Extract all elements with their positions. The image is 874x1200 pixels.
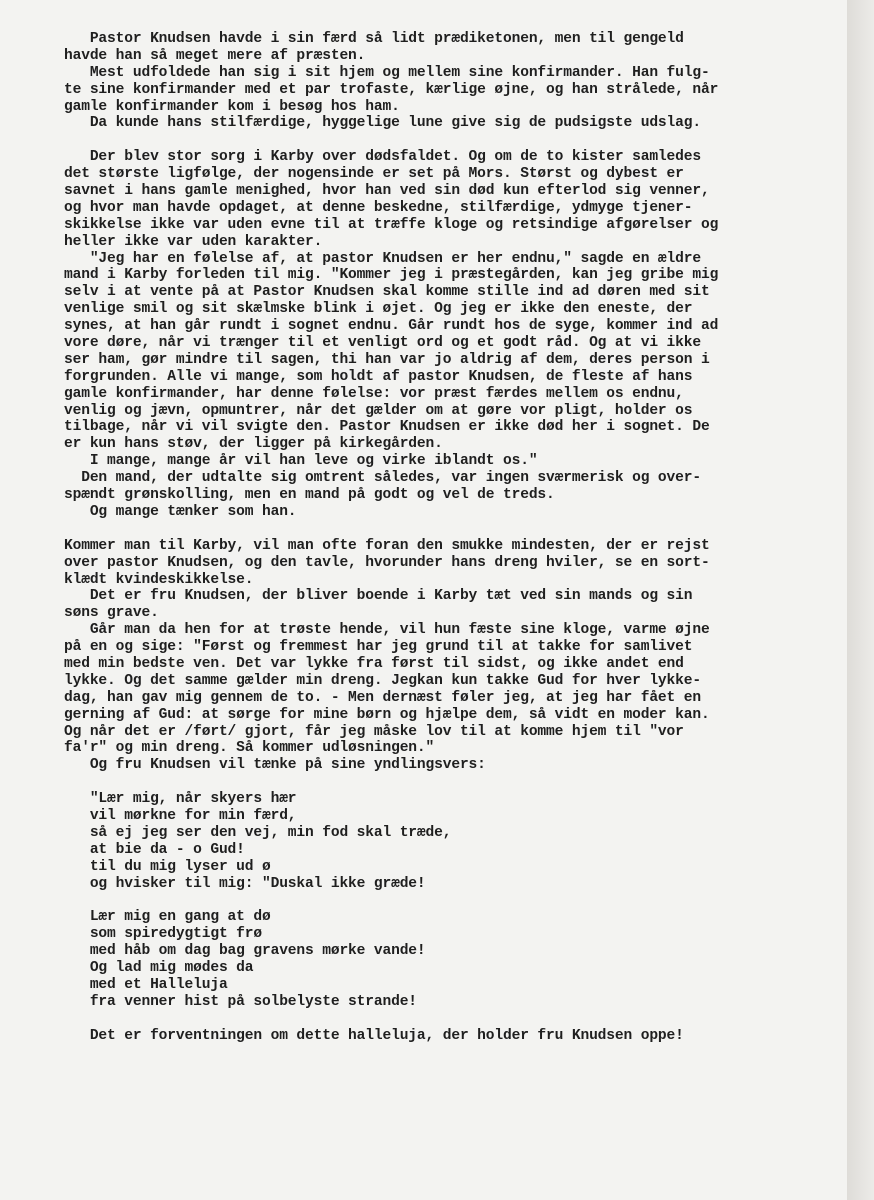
text-line [64, 892, 834, 909]
text-line: Det er forventningen om dette halleluja, der holder fru Knudsen oppe! [64, 1027, 684, 1044]
text-line: venlig og jævn, opmuntrer, når det gælder om at gøre vor pligt, holder os [64, 402, 693, 419]
text-line: venlige smil og sit skælmske blink i øjet. Og jeg er ikke den eneste, der [64, 301, 693, 318]
page-edge [847, 0, 874, 1200]
text-line: det største ligfølge, der nogensinde er set på Mors. Størst og dybest er [64, 166, 684, 183]
text-line [64, 1011, 834, 1028]
text-line: med håb om dag bag gravens mørke vande! [64, 943, 426, 960]
text-line: heller ikke var uden karakter. [64, 233, 323, 250]
text-line: Og mange tænker som han. [64, 503, 297, 520]
text-line: forgrunden. Alle vi mange, som holdt af pastor Knudsen, de fleste af hans [64, 368, 693, 385]
text-line: fa'r" og min dreng. Så kommer udløsningen." [64, 740, 435, 757]
text-line: te sine konfirmander med et par trofaste, kærlige øjne, og han strålede, når [64, 81, 719, 98]
text-line: over pastor Knudsen, og den tavle, hvorunder hans dreng hviler, se en sort- [64, 554, 710, 571]
text-line: mand i Karby forleden til mig. "Kommer jeg i præstegården, kan jeg gribe mig [64, 267, 719, 284]
text-line: gerning af Gud: at sørge for mine børn og hjælpe dem, så vidt en moder kan. [64, 706, 710, 723]
text-line: og hvisker til mig: "Duskal ikke græde! [64, 875, 426, 892]
text-line: Og fru Knudsen vil tænke på sine yndlingsvers: [64, 757, 486, 774]
text-line [64, 132, 834, 149]
text-line: gamle konfirmander kom i besøg hos ham. [64, 98, 400, 115]
text-line: fra venner hist på solbelyste strande! [64, 993, 417, 1010]
text-line: med min bedste ven. Det var lykke fra først til sidst, og ikke andet end [64, 655, 684, 672]
text-line: skikkelse ikke var uden evne til at træffe kloge og retsindige afgørelser og [64, 216, 719, 233]
text-line: Mest udfoldede han sig i sit hjem og mellem sine konfirmander. Han fulg- [64, 64, 710, 81]
typewritten-text [64, 31, 834, 1044]
text-line: selv i at vente på at Pastor Knudsen skal komme stille ind ad døren med sit [64, 284, 710, 301]
text-line: Lær mig en gang at dø [64, 909, 271, 926]
text-line: Og når det er /ført/ gjort, får jeg måske lov til at komme hjem til "vor [64, 723, 684, 740]
text-line: "Lær mig, når skyers hær [64, 791, 297, 808]
text-line: I mange, mange år vil han leve og virke iblandt os." [64, 453, 538, 470]
text-line: synes, at han går rundt i sognet endnu. Går rundt hos de syge, kommer ind ad [64, 318, 719, 335]
text-line: vil mørkne for min færd, [64, 807, 297, 824]
text-line: Går man da hen for at trøste hende, vil hun fæste sine kloge, varme øjne [64, 622, 710, 639]
text-line: Og lad mig mødes da [64, 959, 254, 976]
text-line: på en og sige: "Først og fremmest har jeg grund til at takke for samlivet [64, 639, 693, 656]
text-line: tilbage, når vi vil svigte den. Pastor Knudsen er ikke død her i sognet. De [64, 419, 710, 436]
text-line: Kommer man til Karby, vil man ofte foran den smukke mindesten, der er rejst [64, 537, 710, 554]
text-line: Da kunde hans stilfærdige, hyggelige lune give sig de pudsigste udslag. [64, 115, 701, 132]
text-line: at bie da - o Gud! [64, 841, 245, 858]
text-line: dag, han gav mig gennem de to. - Men dernæst føler jeg, at jeg har fået en [64, 689, 701, 706]
text-line: gamle konfirmander, har denne følelse: vor præst færdes mellem os endnu, [64, 385, 684, 402]
text-line: "Jeg har en følelse af, at pastor Knudsen er her endnu," sagde en ældre [64, 250, 701, 267]
text-line: Den mand, der udtalte sig omtrent således, var ingen sværmerisk og over- [64, 470, 701, 487]
text-line: til du mig lyser ud ø [64, 858, 271, 875]
text-line: Der blev stor sorg i Karby over dødsfaldet. Og om de to kister samledes [64, 149, 701, 166]
text-line: vore døre, når vi trænger til et venligt ord og et godt råd. Og at vi ikke [64, 335, 701, 352]
text-line: lykke. Og det samme gælder min dreng. Jegkan kun takke Gud for hver lykke- [64, 672, 701, 689]
text-line: spændt grønskolling, men en mand på godt og vel de treds. [64, 487, 555, 504]
text-line: ser ham, gør mindre til sagen, thi han var jo aldrig af dem, deres person i [64, 351, 710, 368]
text-line: med et Halleluja [64, 976, 228, 993]
text-line: som spiredygtigt frø [64, 926, 262, 943]
text-line: og hvor man havde opdaget, at denne beskedne, stilfærdige, ydmyge tjener- [64, 199, 693, 216]
text-line: klædt kvindeskikkelse. [64, 571, 254, 588]
text-line: så ej jeg ser den vej, min fod skal træde, [64, 824, 452, 841]
text-line: Pastor Knudsen havde i sin færd så lidt prædiketonen, men til gengeld [64, 31, 684, 47]
text-line: Det er fru Knudsen, der bliver boende i Karby tæt ved sin mands og sin [64, 588, 693, 605]
text-line [64, 774, 834, 791]
text-line: er kun hans støv, der ligger på kirkegården. [64, 436, 443, 453]
text-line [64, 521, 834, 538]
text-line: havde han så meget mere af præsten. [64, 47, 366, 64]
text-line: søns grave. [64, 605, 159, 622]
text-line: savnet i hans gamle menighed, hvor han ved sin død kun efterlod sig venner, [64, 183, 710, 200]
